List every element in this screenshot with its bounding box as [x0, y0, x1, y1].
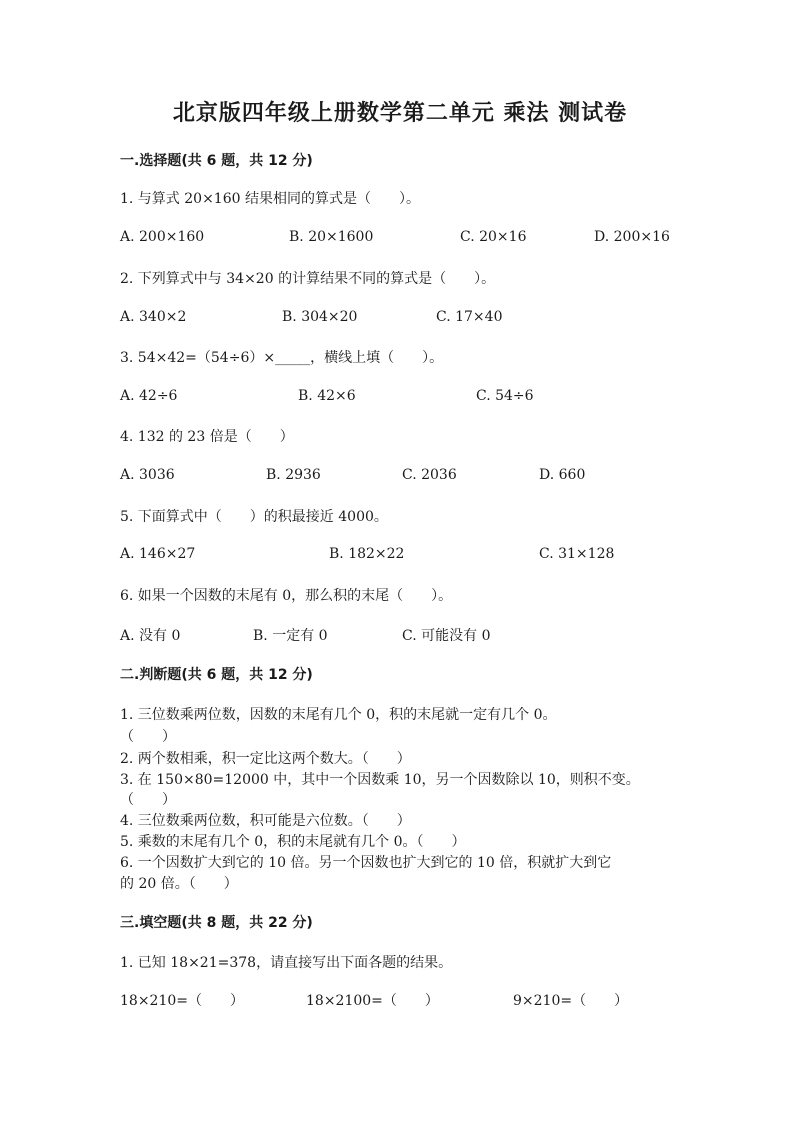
page-title: 北京版四年级上册数学第二单元 乘法 测试卷 [172, 101, 628, 126]
option-c: C. 54÷6 [476, 388, 534, 404]
section-heading-judgment: 二.判断题(共 6 题，共 12 分) [120, 667, 313, 683]
option-d: D. 660 [539, 467, 586, 483]
option-c: C. 2036 [402, 467, 457, 483]
fill-blank: 18×2100=（ ） [306, 993, 439, 1009]
question-text: 3. 54×42=（54÷6）×_____，横线上填（ ）。 [120, 350, 444, 366]
judgment-line: 1. 三位数乘两位数，因数的末尾有几个 0，积的末尾就一定有几个 0。 [120, 707, 557, 723]
judgment-line: 的 20 倍。（ ） [120, 876, 238, 892]
option-c: C. 31×128 [539, 546, 615, 562]
judgment-line: （ ） [120, 729, 176, 745]
judgment-line: 4. 三位数乘两位数，积可能是六位数。（ ） [120, 813, 411, 829]
option-b: B. 42×6 [298, 388, 356, 404]
option-a: A. 340×2 [120, 309, 187, 325]
option-a: A. 3036 [120, 467, 175, 483]
option-b: B. 2936 [266, 467, 321, 483]
option-a: A. 没有 0 [120, 628, 181, 644]
fill-blank: 9×210=（ ） [513, 993, 629, 1009]
option-c: C. 17×40 [436, 309, 503, 325]
option-a: A. 146×27 [120, 546, 196, 562]
option-d: D. 200×16 [594, 229, 670, 245]
question-text: 1. 已知 18×21=378，请直接写出下面各题的结果。 [120, 955, 453, 971]
question-text: 5. 下面算式中（ ）的积最接近 4000。 [120, 509, 388, 525]
option-b: B. 182×22 [329, 546, 405, 562]
option-a: A. 42÷6 [120, 388, 178, 404]
option-b: B. 304×20 [282, 309, 358, 325]
question-text: 1. 与算式 20×160 结果相同的算式是（ ）。 [120, 191, 420, 207]
section-heading-choice: 一.选择题(共 6 题，共 12 分) [120, 153, 313, 169]
section-heading-fill: 三.填空题(共 8 题，共 22 分) [120, 915, 313, 931]
fill-blank: 18×210=（ ） [120, 993, 244, 1009]
judgment-line: 3. 在 150×80=12000 中，其中一个因数乘 10，另一个因数除以 10，则积不变。 [120, 772, 640, 788]
judgment-line: 6. 一个因数扩大到它的 10 倍。另一个因数也扩大到它的 10 倍，积就扩大到它 [120, 855, 612, 871]
option-a: A. 200×160 [120, 229, 205, 245]
option-c: C. 可能没有 0 [402, 628, 491, 644]
question-text: 6. 如果一个因数的末尾有 0，那么积的末尾（ ）。 [120, 588, 453, 604]
judgment-line: 5. 乘数的末尾有几个 0，积的末尾就有几个 0。（ ） [120, 834, 466, 850]
option-b: B. 20×1600 [289, 229, 374, 245]
option-b: B. 一定有 0 [253, 628, 328, 644]
question-text: 4. 132 的 23 倍是（ ） [120, 429, 294, 445]
question-text: 2. 下列算式中与 34×20 的计算结果不同的算式是（ ）。 [120, 271, 496, 287]
option-c: C. 20×16 [460, 229, 527, 245]
judgment-line: （ ） [120, 792, 176, 808]
judgment-line: 2. 两个数相乘，积一定比这两个数大。（ ） [120, 751, 411, 767]
